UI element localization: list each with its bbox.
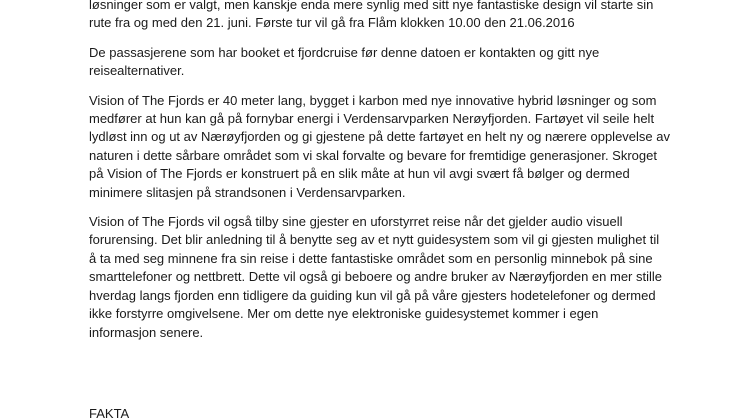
text-line: lydløst inn og ut av Nærøyfjorden og gi gjestene på dette fartøyet en helt ny og nærere opplevelse av	[89, 129, 670, 145]
paragraph-guide-system	[89, 213, 669, 342]
text-line: Vision of The Fjords er 40 meter lang, bygget i karbon med nye innovative hybrid løsninger og som	[89, 92, 657, 108]
text-line: rute fra og med den 21. juni. Første tur vil gå fra Flåm klokken 10.00 den 21.06.2016	[89, 15, 575, 31]
paragraph-launch-info	[89, 0, 669, 33]
text-line: hverdag langs fjorden enn tidligere da guiding kun vil gå på våre gjesters hodetelefoner og dermed	[89, 287, 656, 303]
text-line: reisealternativer.	[89, 63, 185, 79]
paragraph-passenger-notice	[89, 44, 669, 81]
text-line: informasjon senere.	[89, 324, 204, 340]
text-line: forurensing. Det blir anledning til å benytte seg av et nytt guidesystem som vil gi gjesten mulighet til	[89, 232, 660, 248]
section-heading-fakta: FAKTA	[89, 406, 130, 419]
text-line: minimere slitasjen på strandsonen i Verdensarvparken.	[89, 184, 406, 200]
text-line: å ta med seg minnene fra sin reise i dette fantastiske området som en personlig minnebok på sine	[89, 250, 653, 266]
text-line: naturen i dette sårbare området som vi skal forvalte og bevare for fremtidige generasjoner. Skroget	[89, 147, 657, 163]
document-body	[89, 0, 669, 353]
text-line: smarttelefoner og nettbrett. Dette vil også gi beboere og andre bruker av Nærøyfjorden en mer stille	[89, 269, 663, 285]
text-line: på Vision of The Fjords er konstruert på en slik måte at hun vil avgi svært få bølger og dermed	[89, 166, 630, 182]
text-line: Vision of The Fjords vil også tilby sine gjester en uforstyrret reise når det gjelder audio visuell	[89, 214, 623, 230]
text-line: De passasjerene som har booket et fjordcruise før denne datoen er kontakten og gitt nye	[89, 44, 600, 60]
text-line: medfører at hun kan gå på fornybar energi i Verdensarvparken Nerøyfjorden. Fartøyet vil seile helt	[89, 111, 655, 127]
paragraph-vessel-description	[89, 92, 669, 202]
text-line: ikke forstyrre omgivelsene. Mer om dette nye elektroniske guidesystemet kommer i egen	[89, 306, 599, 322]
text-line: løsninger som er valgt, men kanskje enda mere synlig med sitt nye fantastiske design vil starte sin	[89, 0, 654, 12]
